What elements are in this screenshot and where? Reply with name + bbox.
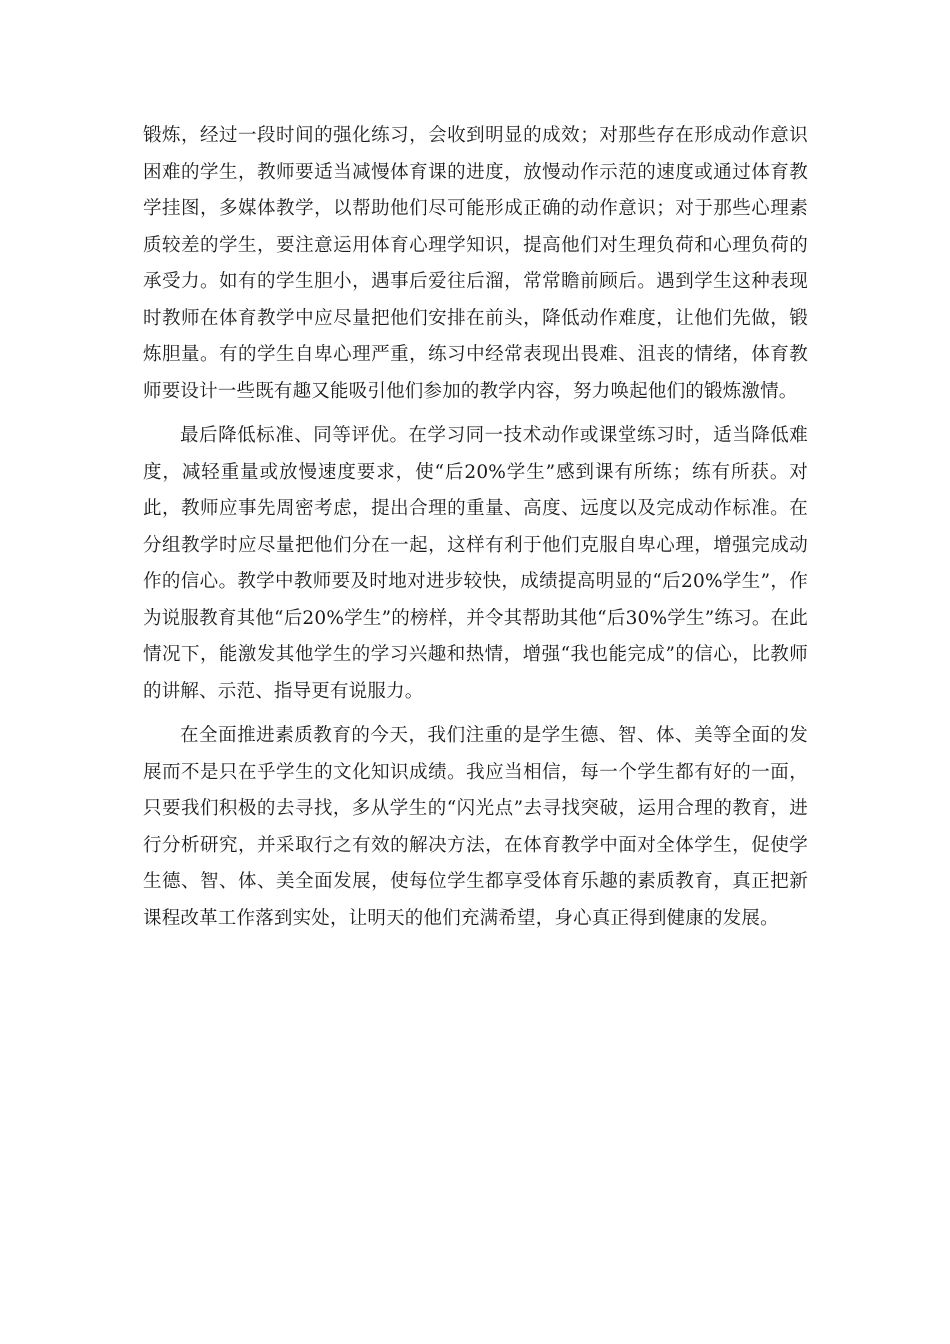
paragraph-continuation: 锻炼，经过一段时间的强化练习，会收到明显的成效；对那些存在形成动作意识困难的学生，教师要适当减慢体育课的进度，放慢动作示范的速度或通过体育教学挂图，多媒体教学，以帮助他们尽可能形成正确的动作意识；对于那些心理素质较差的学生，要注意运用体育心理学知识，提高他们对生理负荷和心理负荷的承受力。如有的学生胆小，遇事后爱往后溜，常常瞻前顾后。遇到学生这种表现时教师在体育教学中应尽量把他们安排在前头，降低动作难度，让他们先做，锻炼胆量。有的学生自卑心理严重，练习中经常表现出畏难、沮丧的情绪，体育教师要设计一些既有趣又能吸引他们参加的教学内容，努力唤起他们的锻炼激情。 (143, 125, 808, 402)
paragraph-conclusion: 在全面推进素质教育的今天，我们注重的是学生德、智、体、美等全面的发展而不是只在乎学生的文化知识成绩。我应当相信，每一个学生都有好的一面，只要我们积极的去寻找，多从学生的“闪光点”去寻找突破，运用合理的教育，进行分析研究，并采取行之有效的解决方法，在体育教学中面对全体学生，促使学生德、智、体、美全面发展，使每位学生都享受体育乐趣的素质教育，真正把新课程改革工作落到实处，让明天的他们充满希望，身心真正得到健康的发展。 (143, 725, 808, 929)
document-body (143, 118, 808, 937)
paragraph-lower-standards: 最后降低标准、同等评优。在学习同一技术动作或课堂练习时，适当降低难度，减轻重量或放慢速度要求，使“后20%学生”感到课有所练；练有所获。对此，教师应事先周密考虑，提出合理的重量、高度、远度以及完成动作标准。在分组教学时应尽量把他们分在一起，这样有利于他们克服自卑心理，增强完成动作的信心。教学中教师要及时地对进步较快，成绩提高明显的“后20%学生”，作为说服教育其他“后20%学生”的榜样，并令其帮助其他“后30%学生”练习。在此情况下，能激发其他学生的学习兴趣和热情，增强“我也能完成”的信心，比教师的讲解、示范、指导更有说服力。 (143, 425, 808, 702)
